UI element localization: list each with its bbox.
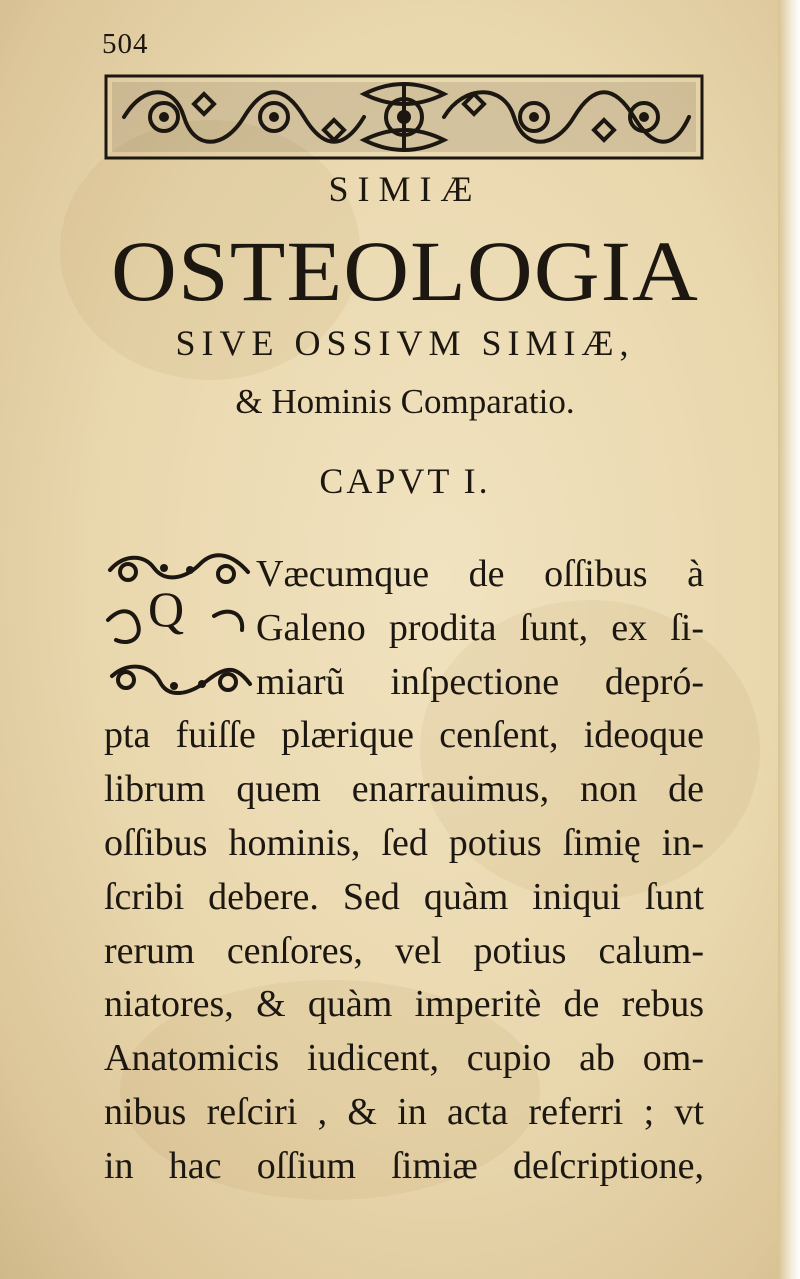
text-line: pta fuiſſe plærique cenſent, ideoque — [104, 714, 704, 757]
page-number: 504 — [102, 28, 149, 60]
page-edge — [778, 0, 800, 1279]
text-line: nibus reſciri , & in acta referri ; vt — [104, 1090, 704, 1133]
text-line: oſſibus hominis, ſed potius ſimię in- — [104, 821, 704, 864]
subtitle-secondary: & Hominis Comparatio. — [235, 382, 575, 421]
text-line: librum quem enarrauimus, non de — [104, 768, 704, 811]
text-line: in hac oſſium ſimiæ deſcriptione, — [104, 1144, 704, 1187]
title-kicker: SIMIÆ — [328, 169, 482, 209]
text-line: miarũ inſpectione depró- — [256, 660, 704, 703]
text-line: Væcumque de oſſibus à — [256, 553, 704, 595]
subtitle: SIVE OSSIVM SIMIÆ, — [175, 323, 635, 363]
text-line: ſcribi debere. Sed quàm iniqui ſunt — [104, 875, 704, 918]
text-line: Anatomicis iudicent, cupio ab om- — [104, 1037, 704, 1080]
chapter-heading: CAPVT I. — [319, 461, 491, 501]
initial-letter: Q — [148, 581, 185, 637]
text-line: niatores, & quàm imperitè de rebus — [104, 983, 704, 1026]
body-text — [104, 548, 704, 1194]
text-line: Galeno prodita ſunt, ex ſi- — [256, 606, 704, 649]
floral-ornament-icon — [104, 74, 704, 160]
page-title: OSTEOLOGIA — [111, 223, 699, 319]
text-line: rerum cenſores, vel potius calum- — [104, 929, 704, 972]
